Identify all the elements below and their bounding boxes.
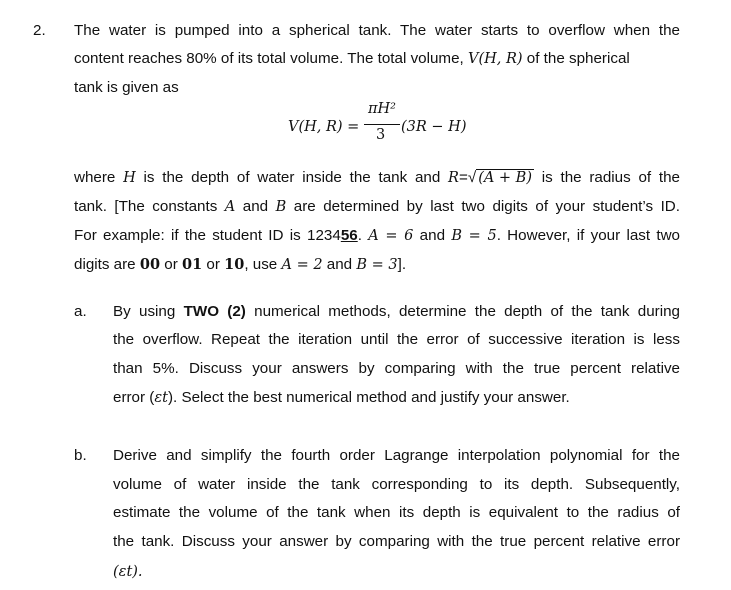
var-R: R [448,170,459,186]
constants-text: tank. [The constants [74,198,225,215]
part-b-line-1: Derive and simplify the fourth order Lagrange interpolation polynomial for the [113,447,680,464]
digits-01: 01 [182,256,203,273]
digits-text: or [160,256,182,273]
digits-text: , use [244,256,282,273]
example-text: . [357,227,369,244]
constants-text: and [235,198,276,215]
part-a-bold: TWO (2) [183,303,246,320]
where-text: is the radius of the [534,169,680,186]
where-text: is the depth of water inside the tank and [135,169,449,186]
formula-numerator: πH² [368,101,396,117]
digits-A: A = 2 [281,257,323,273]
example-text: For example: if the student ID is 1234 [74,227,341,244]
sqrt-content: (A + B) [478,170,532,186]
epsilon-t: εt [154,390,168,406]
digits-line [74,255,406,275]
formula-denominator: 3 [376,127,386,143]
var-A: A [224,199,236,215]
intro-text: content reaches 80% of its total volume. The total volume, [74,50,468,67]
fraction-bar [364,124,400,125]
part-a-text: ). Select the best numerical method and justify your answer. [167,389,570,406]
part-b-line-5: (εt). [113,564,143,580]
part-a-text: error ( [113,389,155,406]
part-b-line-3: estimate the volume of the tank when its depth is equivalent to the radius of [113,504,680,521]
where-text: where [74,169,124,186]
digits-text: digits are [74,256,140,273]
part-b-line-2: volume of water inside the tank corresponding to its depth. Subsequently, [113,476,680,493]
constants-text: are determined by last two digits of your student’s ID. [286,198,680,215]
part-a-line-3: than 5%. Discuss your answers by comparing with the true percent relative [113,360,680,377]
example-A: A = 6 [368,228,414,244]
example-text: and [413,227,452,244]
intro-line-3: tank is given as [74,79,179,96]
example-B: B = 5 [451,228,497,244]
digits-text: ]. [397,256,407,273]
digits-B: B = 3 [356,257,398,273]
formula-rhs: (3R − H) [401,119,467,135]
question-number: 2. [33,22,46,39]
constants-line [74,197,680,217]
var-B: B [275,199,287,215]
part-a-text: By using [113,303,184,320]
part-a-line-1 [113,302,680,321]
part-a-line-4 [113,388,570,408]
digits-text: and [322,256,357,273]
formula-lhs: V(H, R) = [288,119,360,135]
var-H: H [123,170,136,186]
where-line [74,168,680,188]
intro-text: of the spherical [522,50,630,67]
part-a-label: a. [74,303,87,320]
volume-formula [260,100,490,150]
digits-10: 10 [224,256,245,273]
volume-function: V(H, R) [467,51,523,67]
intro-line-2 [74,49,630,69]
part-a-line-2: the overflow. Repeat the iteration until the error of successive iteration is less [113,331,680,348]
part-b-line-4: the tank. Discuss your answer by comparing with the true percent relative error [113,533,680,550]
sqrt-sign: =√ [458,169,477,186]
example-text: . However, if your last two [496,227,680,244]
part-b-label: b. [74,447,87,464]
example-line [74,226,680,246]
part-a-text: numerical methods, determine the depth of the tank during [245,303,680,320]
example-digits: 56 [340,227,358,244]
intro-line-1: The water is pumped into a spherical tank. The water starts to overflow when the [74,22,680,39]
digits-00: 00 [139,256,161,273]
digits-text: or [202,256,225,273]
